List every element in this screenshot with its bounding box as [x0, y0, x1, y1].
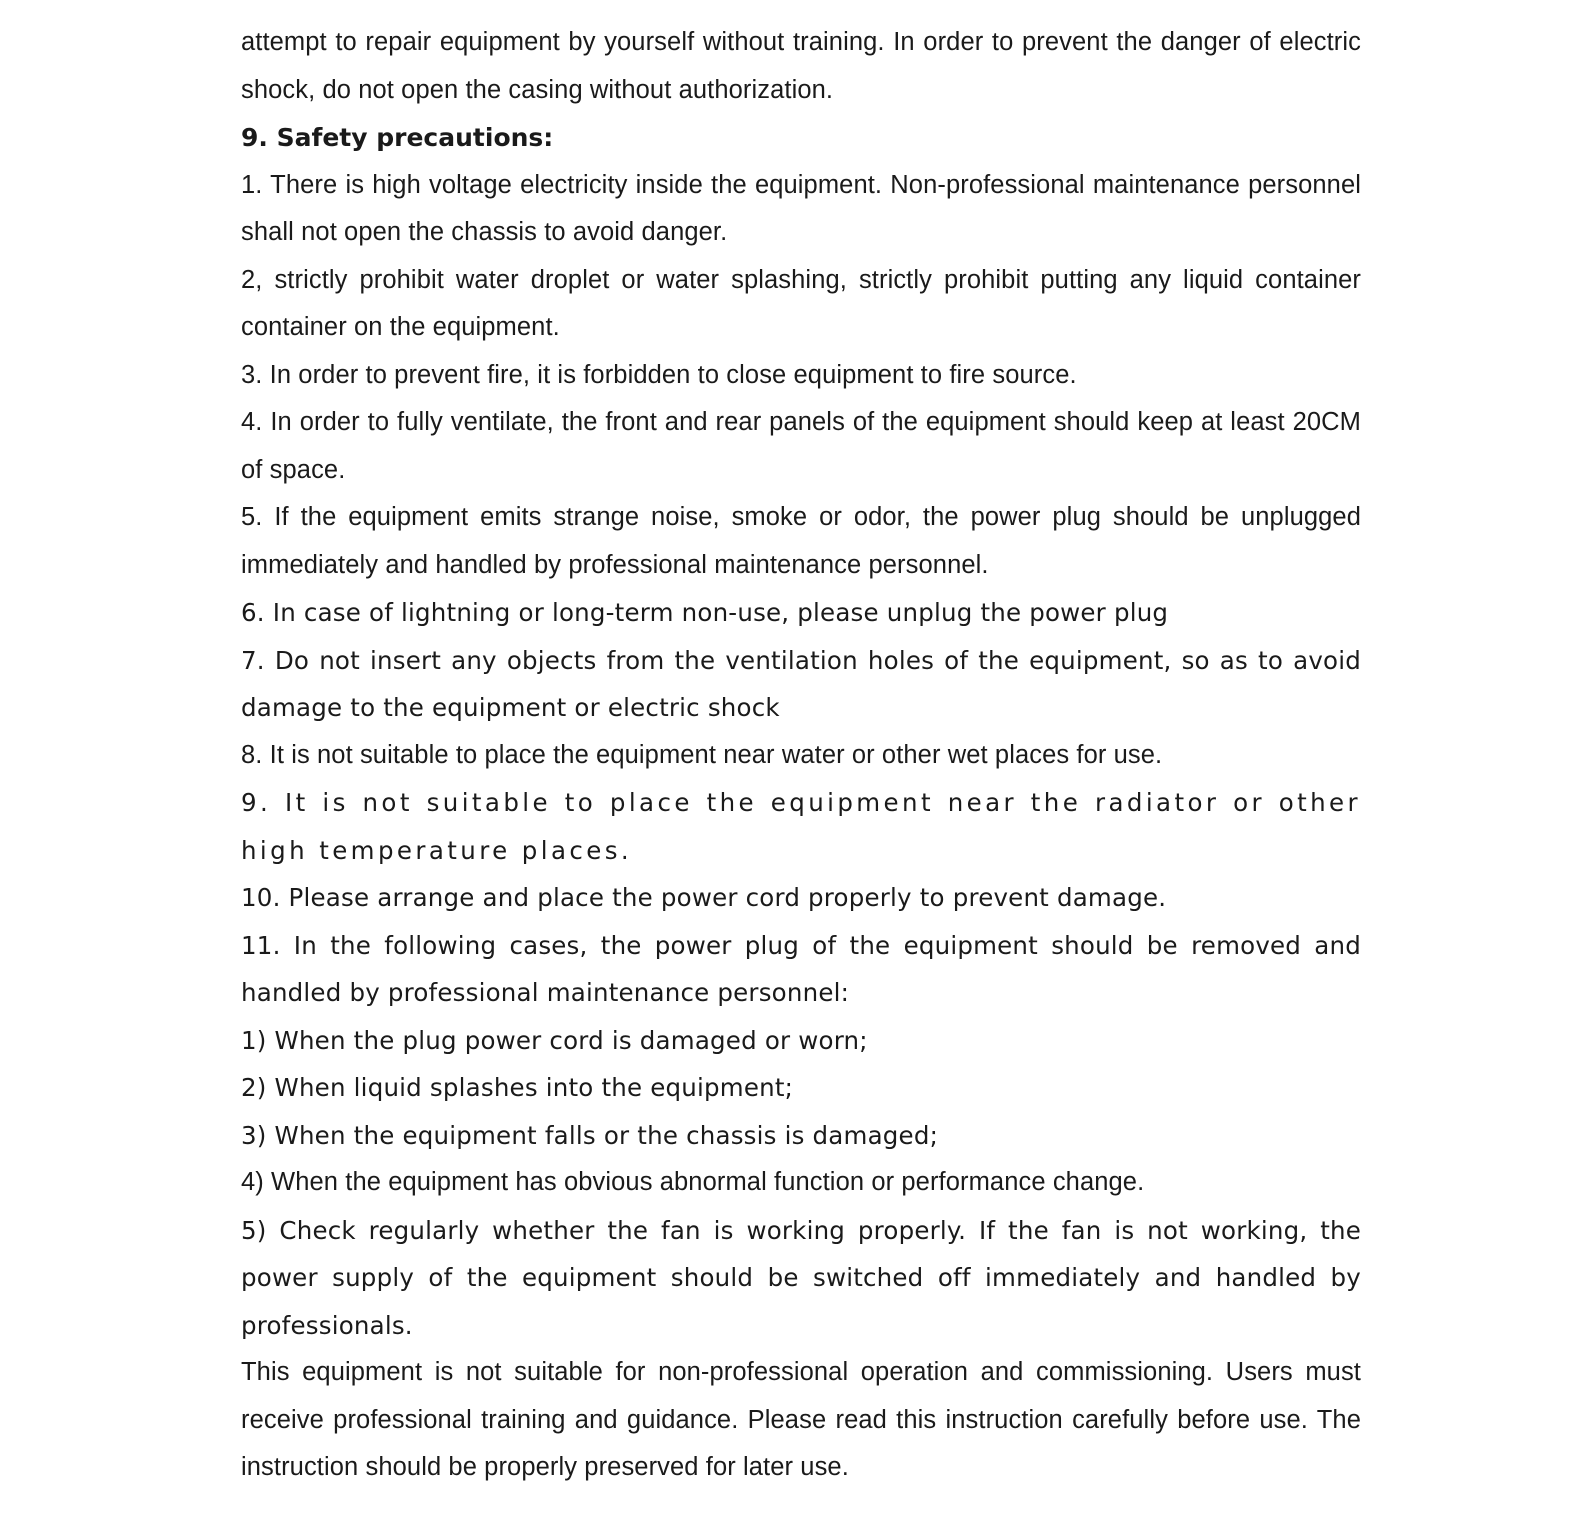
sub-item-5: 5) Check regularly whether the fan is working properly. If the fan is not working, the power supply of the equipment should be switched off immediately and handled by professionals. — [241, 1215, 1361, 1340]
document-page — [241, 19, 1361, 1492]
precaution-item-11: 11. In the following cases, the power plug of the equipment should be removed and handled by professional maintenance personnel: — [241, 930, 1361, 1007]
precaution-item-7: 7. Do not insert any objects from the ventilation holes of the equipment, so as to avoid damage to the equipment or electric shock — [241, 645, 1361, 722]
sub-item-1: 1) When the plug power cord is damaged or worn; — [241, 1025, 868, 1055]
precaution-item-3: 3. In order to prevent fire, it is forbidden to close equipment to fire source. — [241, 360, 1077, 389]
precaution-item-4: 4. In order to fully ventilate, the front and rear panels of the equipment should keep at least 20CM of space. — [241, 408, 1361, 484]
intro-paragraph: attempt to repair equipment by yourself without training. In order to prevent the danger of electric shock, do not open the casing without authorization. — [241, 28, 1361, 104]
sub-item-2: 2) When liquid splashes into the equipment; — [241, 1073, 794, 1102]
precaution-item-8: 8. It is not suitable to place the equipment near water or other wet places for use. — [241, 740, 1163, 769]
precaution-item-10: 10. Please arrange and place the power cord properly to prevent damage. — [241, 883, 1167, 912]
closing-paragraph: This equipment is not suitable for non-professional operation and commissioning. Users must receive professional training and guidance. Please read this instruction carefully before use. The instruction should be properly preserved for later use. — [241, 1358, 1361, 1481]
precaution-item-2: 2, strictly prohibit water droplet or water splashing, strictly prohibit putting any liquid container container on the equipment. — [241, 265, 1361, 341]
precaution-item-6: 6. In case of lightning or long-term non-use, please unplug the power plug — [241, 598, 1169, 627]
precaution-item-5: 5. If the equipment emits strange noise, smoke or odor, the power plug should be unplugged immediately and handled by professional maintenance personnel. — [241, 503, 1361, 579]
section-heading: 9. Safety precautions: — [241, 123, 554, 152]
sub-item-4: 4) When the equipment has obvious abnormal function or performance change. — [241, 1168, 1145, 1196]
sub-item-3: 3) When the equipment falls or the chassis is damaged; — [241, 1120, 939, 1150]
precaution-item-1: 1. There is high voltage electricity inside the equipment. Non-professional maintenance personnel shall not open the chassis to avoid danger. — [241, 170, 1361, 246]
precaution-item-9: 9. It is not suitable to place the equipment near the radiator or other high temperature places. — [241, 788, 1361, 865]
